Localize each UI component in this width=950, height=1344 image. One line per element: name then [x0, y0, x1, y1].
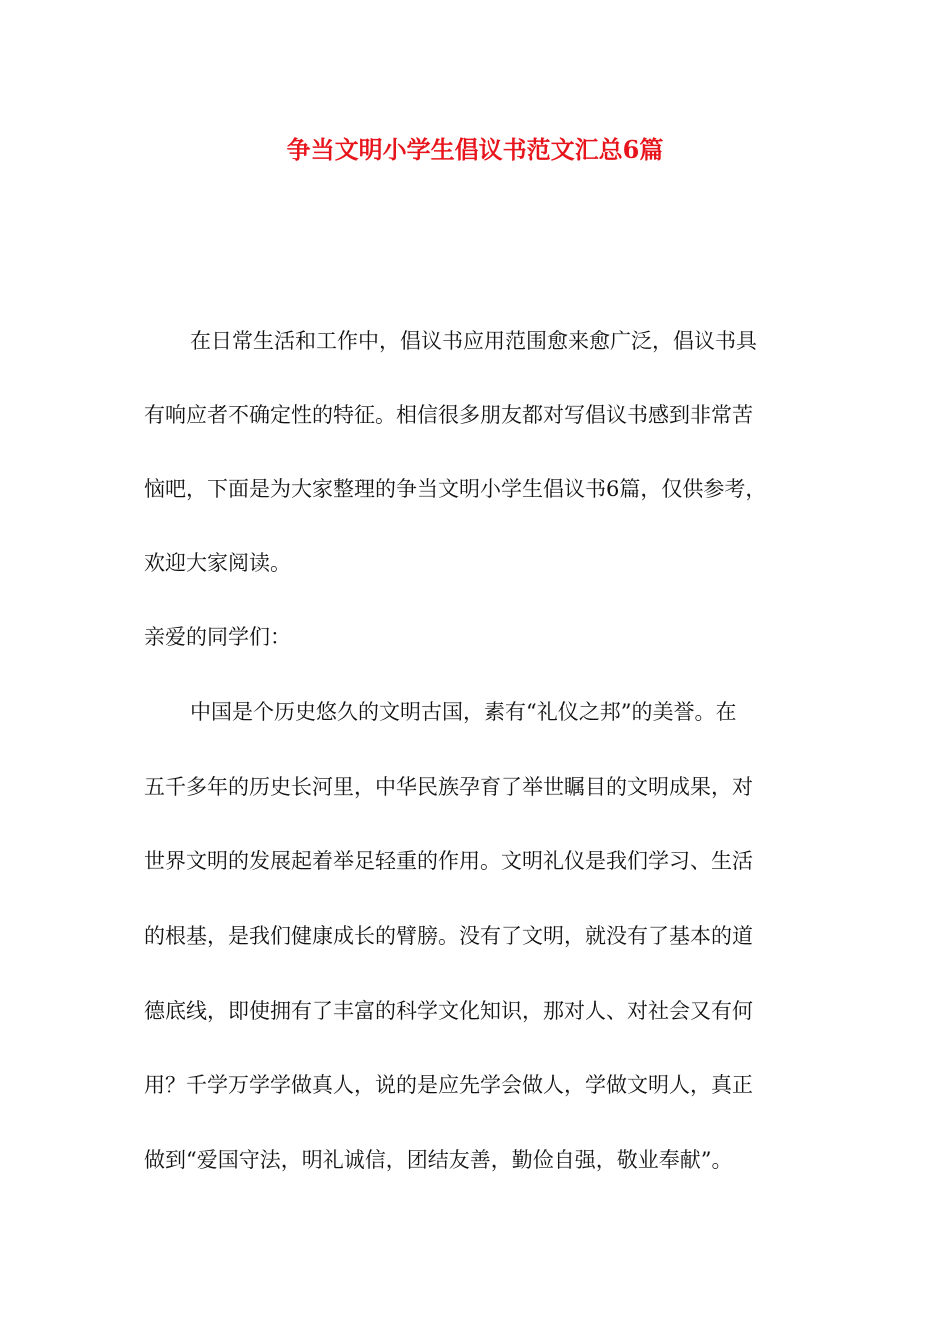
paragraph-line: 德底线，即使拥有了丰富的科学文化知识，那对人、对社会又有何 [144, 999, 753, 1023]
paragraph-line: 恼吧，下面是为大家整理的争当文明小学生倡议书6篇，仅供参考， [144, 477, 767, 501]
paragraph-line: 世界文明的发展起着举足轻重的作用。文明礼仪是我们学习、生活 [144, 849, 753, 873]
paragraph-line: 用？千学万学学做真人，说的是应先学会做人，学做文明人，真正 [144, 1073, 753, 1097]
paragraph-line: 在日常生活和工作中，倡议书应用范围愈来愈广泛，倡议书具 [190, 329, 757, 353]
paragraph-line: 欢迎大家阅读。 [144, 551, 291, 575]
paragraph-line: 中国是个历史悠久的文明古国，素有“礼仪之邦”的美誉。在 [190, 700, 737, 724]
paragraph-line: 五千多年的历史长河里，中华民族孕育了举世瞩目的文明成果，对 [144, 775, 753, 799]
paragraph-line: 做到“爱国守法，明礼诚信，团结友善，勤俭自强，敬业奉献”。 [144, 1148, 733, 1172]
paragraph-line: 有响应者不确定性的特征。相信很多朋友都对写倡议书感到非常苦 [144, 403, 753, 427]
paragraph-line: 的根基，是我们健康成长的臂膀。没有了文明，就没有了基本的道 [144, 924, 753, 948]
document-title: 争当文明小学生倡议书范文汇总6篇 [286, 135, 664, 164]
salutation-line: 亲爱的同学们： [144, 625, 291, 649]
